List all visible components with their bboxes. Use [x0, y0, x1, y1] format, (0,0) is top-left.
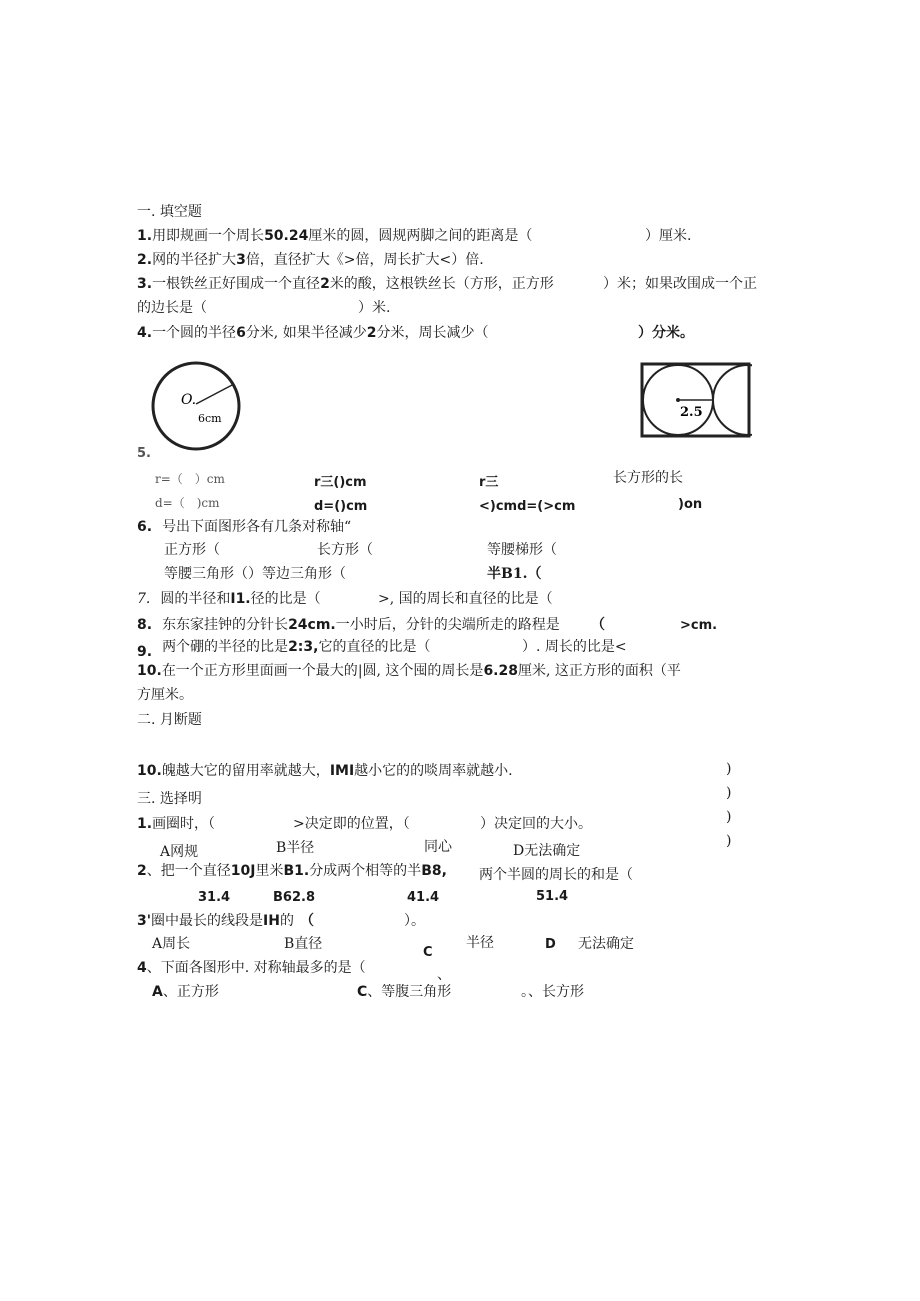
question-1-end: ）厘米.	[645, 228, 692, 244]
choice-1-option-b: B半径	[276, 840, 315, 856]
q6-rectangle: 长方形（	[317, 542, 373, 558]
question-10: 10.在一个正方形里面画一个最大的|圆, 这个囤的周长是6.28厘米, 这正方形的面积（平	[137, 663, 681, 679]
q5-circle1-d: d=（ )cm	[155, 496, 220, 510]
choice-3-option-b: B直径	[284, 936, 323, 952]
question-10-line2: 方厘米。	[137, 687, 193, 703]
q5-circle1-r: r=（ ）cm	[155, 472, 225, 486]
answer-paren: )	[726, 809, 732, 825]
answer-paren: )	[726, 785, 732, 801]
choice-4: 4、下面各图形中. 对称轴最多的是（	[137, 960, 366, 976]
choice-1-end: ）决定回的大小。	[480, 816, 592, 832]
choice-4-option-c: C、等腹三角形	[357, 984, 452, 1000]
q6-semicircle: 半B1.（	[487, 566, 542, 582]
choice-2-end: 两个半圆的周长的和是（	[479, 867, 633, 883]
choice-1-option-d: D无法确定	[513, 843, 581, 859]
question-7: 7. 圆的半径和I1.径的比是（	[137, 591, 321, 607]
choice-3-option-a: A周长	[152, 936, 191, 952]
question-3-line2a: 的边长是（	[137, 300, 207, 316]
choice-2: 2、把一个直径10J里米B1.分成两个相等的半B8,	[137, 863, 447, 879]
choice-4-tick: 、	[437, 967, 451, 983]
question-4-end: ）分米。	[638, 325, 694, 341]
center-label: O.	[181, 392, 197, 408]
question-3-end: ）米；如果改围成一个正	[603, 276, 757, 292]
q5-rect-unit: )on	[678, 497, 703, 512]
choice-2-option-a: 31.4	[198, 890, 231, 905]
q5-circle3-d: <)cmd=(>cm	[479, 499, 576, 514]
question-8-end: >cm.	[680, 618, 718, 633]
choice-1-mid: >决定即的位置，（	[293, 816, 410, 832]
choice-4-option-a: A、正方形	[152, 984, 219, 1000]
circle-right	[713, 365, 752, 435]
q5-circle2-d: d=()cm	[314, 499, 368, 514]
radius-label: 2.5	[680, 405, 703, 420]
question-2: 2.网的半径扩大3倍，直径扩大《>倍，周长扩大<）倍.	[137, 252, 484, 268]
answer-paren: )	[726, 833, 732, 849]
radius-label: 6cm	[198, 412, 222, 425]
choice-2-option-d: 51.4	[536, 889, 569, 904]
section-judge-heading: 二. 月断题	[137, 712, 202, 728]
q5-circle2-r: r三()cm	[314, 475, 367, 490]
section-choice-heading: 三. 选择明	[137, 791, 202, 807]
judge-10: 10.魄越大它的留用率就越大，IMI越小它的的啖周率就越小.	[137, 763, 513, 779]
question-3-line2b: ）米.	[358, 300, 391, 316]
answer-paren: )	[726, 761, 732, 777]
question-7-end: >, 国的周长和直径的比是（	[378, 591, 553, 607]
question-9: 9. 两个硼的半径的比是2:3,它的直径的比是（	[137, 639, 431, 660]
question-1: 1.用即规画一个周长50.24厘米的圆，圆规两脚之间的距离是（	[137, 228, 533, 244]
choice-3-option-c-label: C	[423, 945, 433, 960]
center-dot	[676, 398, 680, 402]
question-5-number: 5.	[137, 446, 151, 461]
q6-triangles: 等腰三角形（）等边三角形（	[164, 566, 346, 582]
q6-trapezoid: 等腰梯形（	[487, 542, 557, 558]
question-8-paren: （	[591, 617, 605, 633]
choice-1: 1.画圈时，（	[137, 816, 216, 832]
choice-3-end: ）。	[404, 913, 425, 929]
q5-circle3-r: r三	[479, 475, 499, 490]
question-3: 3.一根铁丝正好围成一个直径2米的酸，这根铁丝长（方形，正方形	[137, 276, 554, 292]
choice-3-option-d: 无法确定	[578, 936, 634, 952]
question-8: 8. 东东家挂钟的分针长24cm.一小时后，分针的尖端所走的路程是	[137, 617, 560, 633]
section-fill-heading: 一. 填空题	[137, 204, 202, 220]
question-9-end: ）. 周长的比是<	[522, 639, 627, 655]
choice-1-option-a: A网规	[160, 844, 199, 860]
choice-3-option-d-label: D	[545, 937, 556, 952]
q6-square: 正方形（	[164, 542, 220, 558]
choice-4-option-d: 。、长方形	[521, 984, 584, 1000]
question-number: 1.	[137, 228, 153, 244]
choice-1-option-c: 同心	[424, 839, 452, 855]
radius-line	[196, 384, 234, 404]
circle-figure	[146, 356, 250, 456]
choice-3: 3'圈中最长的线段是IH的 （	[137, 913, 314, 929]
choice-3-option-c: 半径	[466, 935, 494, 951]
rect-with-circles-figure	[640, 362, 752, 440]
question-6: 6. 号出下面图形各有几条对称轴“	[137, 519, 352, 535]
choice-2-option-b: B62.8	[273, 890, 315, 905]
q5-rect-length: 长方形的长	[613, 470, 683, 486]
question-4: 4.一个圆的半径6分米, 如果半径减少2分米，周长减少（	[137, 325, 489, 341]
choice-2-option-c: 41.4	[407, 890, 440, 905]
